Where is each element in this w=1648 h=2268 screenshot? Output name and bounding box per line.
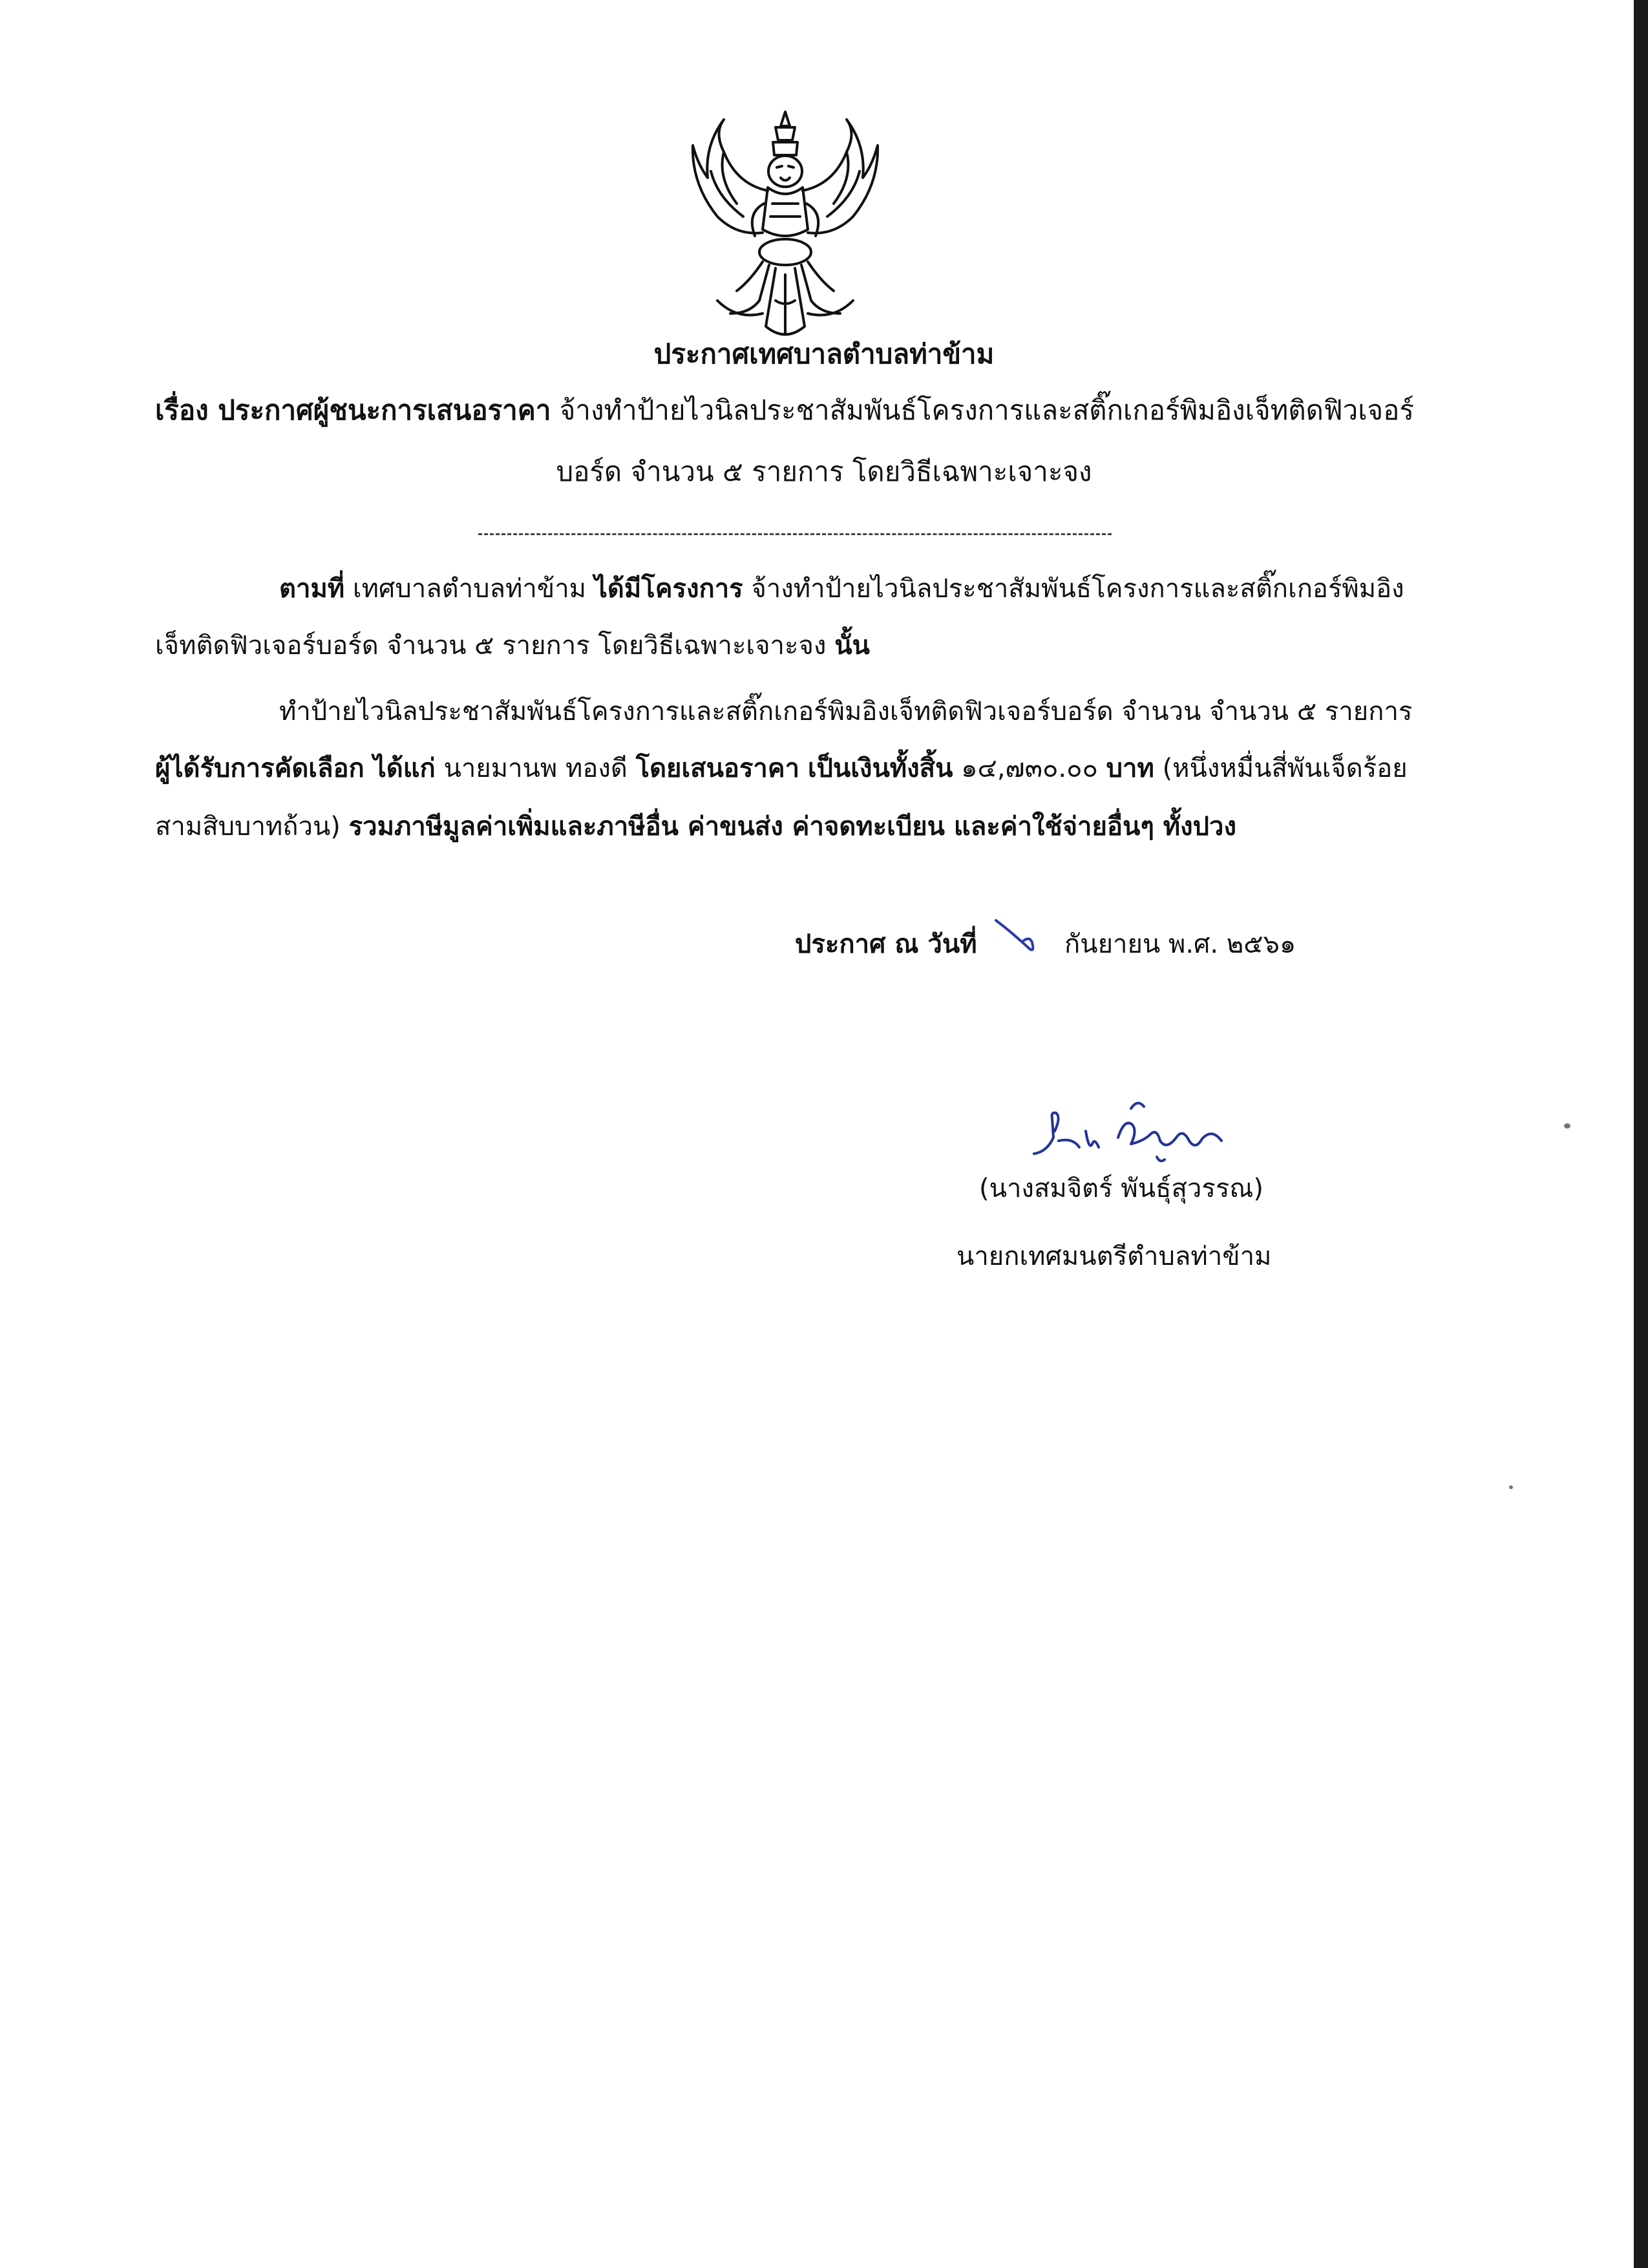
subject-prefix: เรื่อง ประกาศผู้ชนะการเสนอราคา <box>155 394 551 426</box>
signer-name: (นางสมจิตร์ พันธุ์สุวรรณ) <box>979 1174 1264 1203</box>
announcement-title: ประกาศเทศบาลตำบลท่าข้าม <box>653 338 995 370</box>
currency-label: บาท <box>1106 754 1154 783</box>
announce-date <box>795 926 1296 963</box>
offer-label: โดยเสนอราคา <box>635 754 800 783</box>
subject-text-1: จ้างทำป้ายไวนิลประชาสัมพันธ์โครงการและสติ๊กเกอร์พิมอิงเจ็ทติดฟิวเจอร์ <box>559 394 1414 426</box>
separator-rule <box>478 533 1112 535</box>
date-label: ประกาศ ณ วันที่ <box>795 929 977 959</box>
subject-line-1 <box>155 391 1474 430</box>
selected-label: ผู้ได้รับการคัดเลือก ได้แก่ <box>155 754 436 783</box>
para1-text-1: จ้างทำป้ายไวนิลประชาสัมพันธ์โครงการและสติ๊กเกอร์พิมอิง <box>751 574 1404 604</box>
para1-line1 <box>279 570 1404 608</box>
para1-lead: ตามที่ <box>279 574 345 604</box>
handwritten-signature <box>1028 1092 1241 1170</box>
para1-has-project: ได้มีโครงการ <box>594 574 743 604</box>
para1-text-2: เจ็ทติดฟิวเจอร์บอร์ด จำนวน ๕ รายการ โดยวิธีเฉพาะเจาะจง <box>155 631 827 661</box>
scan-speck <box>1509 1485 1513 1489</box>
subject-line-2: บอร์ด จำนวน ๕ รายการ โดยวิธีเฉพาะเจาะจง <box>556 456 1092 487</box>
garuda-emblem-icon <box>679 107 892 346</box>
para1-line2 <box>155 627 870 664</box>
amount-value: ๑๔,๗๓๐.๐๐ <box>961 754 1098 783</box>
included-costs: รวมภาษีมูลค่าเพิ่มและภาษีอื่น ค่าขนส่ง ค่าจดทะเบียน และค่าใช้จ่ายอื่นๆ ทั้งปวง <box>348 812 1237 842</box>
para1-agency: เทศบาลตำบลท่าข้าม <box>352 574 587 604</box>
amount-words-b: สามสิบบาทถ้วน) <box>155 812 341 842</box>
para1-end: นั้น <box>834 631 870 661</box>
para2-line1: ทำป้ายไวนิลประชาสัมพันธ์โครงการและสติ๊กเกอร์พิมอิงเจ็ทติดฟิวเจอร์บอร์ด จำนวน จำนวน ๕ รายการ <box>279 697 1413 726</box>
winner-name: นายมานพ ทองดี <box>443 754 628 783</box>
para2-line2 <box>155 750 1408 787</box>
scan-speck <box>1564 1123 1570 1129</box>
amount-words-a: (หนึ่งหมื่นสี่พันเจ็ดร้อย <box>1162 754 1408 783</box>
total-label: เป็นเงินทั้งสิ้น <box>807 754 953 783</box>
date-month-year: กันยายน พ.ศ. ๒๕๖๑ <box>1064 929 1296 959</box>
para2-line3 <box>155 808 1236 845</box>
handwritten-day-mark <box>992 917 1044 955</box>
signer-position: นายกเทศมนตรีตำบลท่าข้าม <box>956 1242 1272 1271</box>
